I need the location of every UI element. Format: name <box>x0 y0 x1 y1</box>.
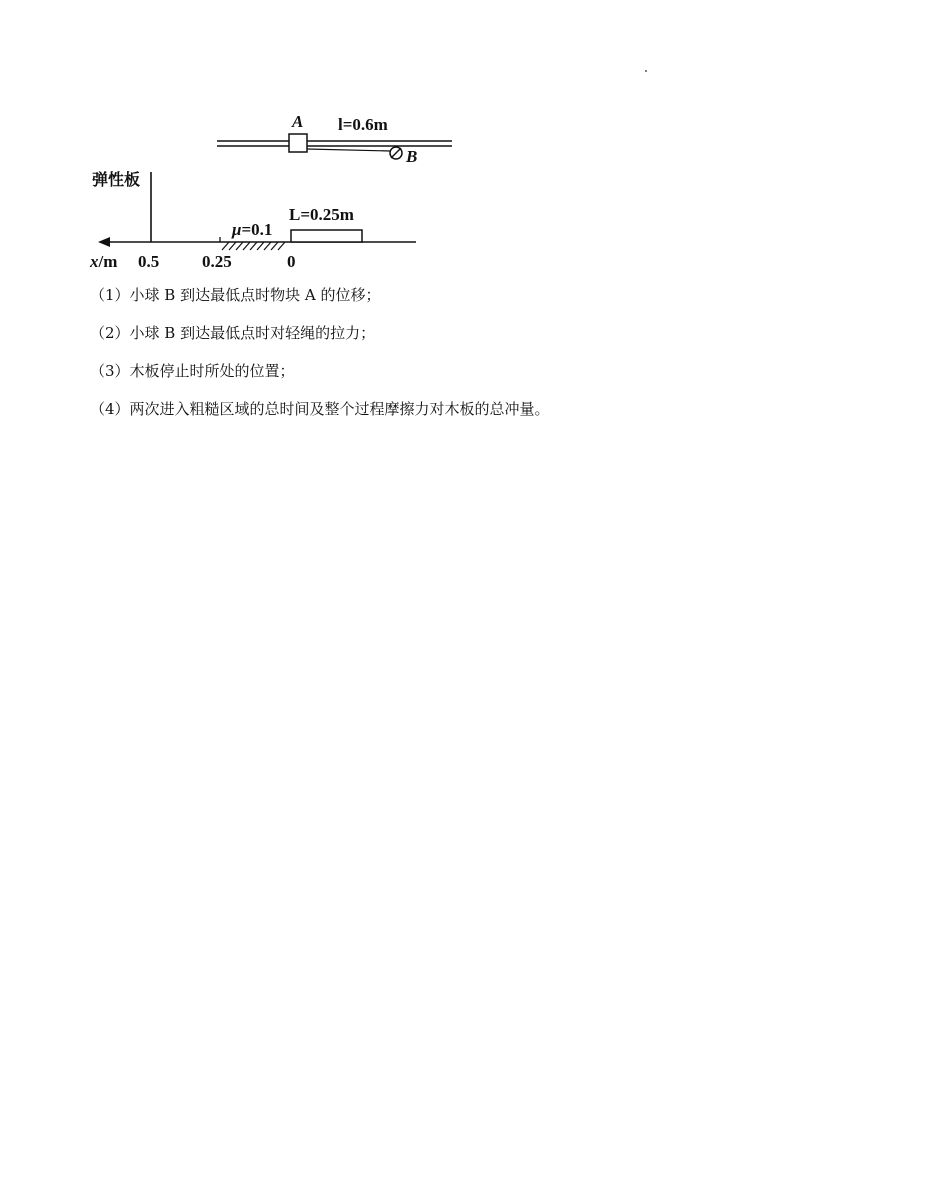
wooden-board <box>291 230 362 242</box>
label-mu-text: =0.1 <box>241 220 273 239</box>
label-b: B <box>406 147 418 166</box>
rope <box>307 149 390 151</box>
axis-label: x/m <box>90 252 118 271</box>
question-1: （1）小球 B 到达最低点时物块 A 的位移； <box>90 286 381 304</box>
label-elastic-board: 弹性板 <box>92 170 141 189</box>
label-mu: μ=0.1 <box>232 220 273 239</box>
scan-speck <box>645 70 647 72</box>
x-axis-arrow-icon <box>98 237 110 247</box>
question-3: （3）木板停止时所处的位置； <box>90 362 295 380</box>
label-a: A <box>292 112 304 131</box>
rail <box>217 141 452 146</box>
question-2: （2）小球 B 到达最低点时对轻绳的拉力； <box>90 324 376 342</box>
block-a <box>289 134 307 152</box>
physics-figure <box>80 105 480 275</box>
ball-b <box>390 147 402 159</box>
question-list <box>90 286 890 438</box>
figure-svg <box>80 105 480 275</box>
label-rope-length: l=0.6m <box>338 115 388 134</box>
label-board-length: L=0.25m <box>289 205 354 224</box>
tick-label-025: 0.25 <box>202 252 232 271</box>
tick-label-0: 0 <box>287 252 296 271</box>
question-4: （4）两次进入粗糙区域的总时间及整个过程摩擦力对木板的总冲量。 <box>90 400 550 418</box>
rough-region-hatching <box>222 242 285 250</box>
tick-label-05: 0.5 <box>138 252 160 271</box>
